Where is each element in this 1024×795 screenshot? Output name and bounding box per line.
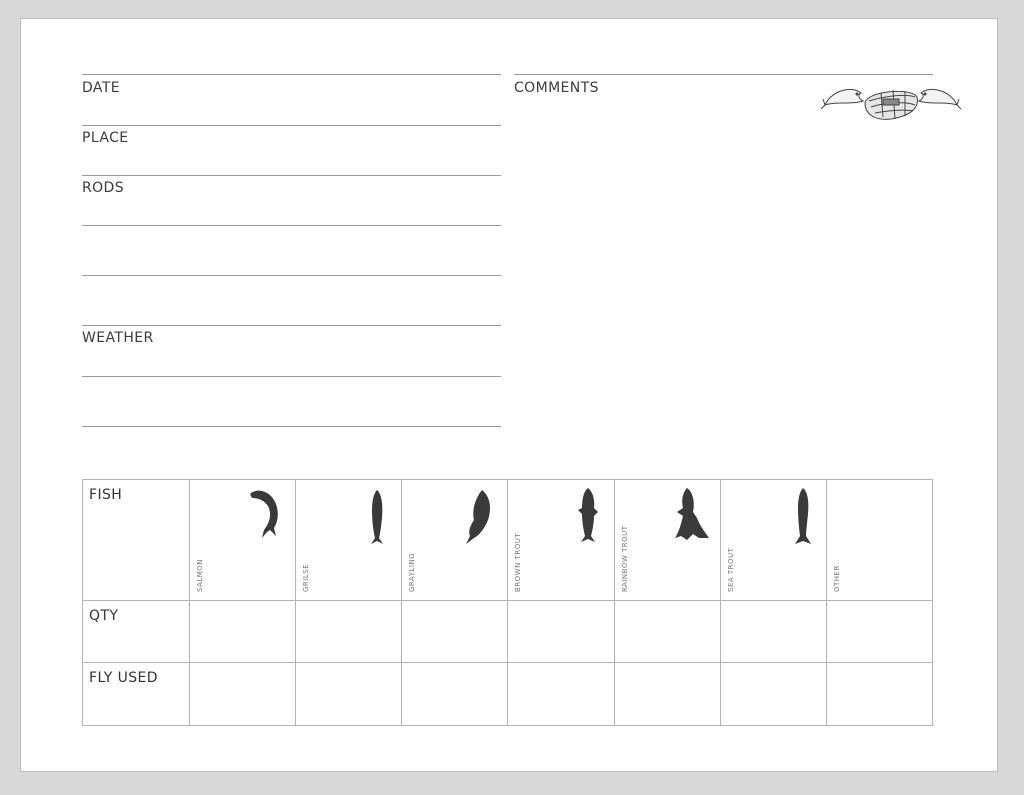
sea-trout-icon bbox=[793, 488, 813, 546]
qty-cell-grilse[interactable] bbox=[296, 601, 402, 663]
rods-field-line-3[interactable] bbox=[82, 325, 501, 326]
grayling-icon bbox=[464, 490, 494, 546]
grilse-icon bbox=[368, 490, 386, 546]
weather-field-line-1[interactable] bbox=[82, 376, 501, 377]
qty-row-label: QTY bbox=[83, 601, 190, 663]
species-cell-rainbow-trout bbox=[615, 480, 721, 601]
date-top-line bbox=[82, 74, 501, 75]
fly-cell-other[interactable] bbox=[827, 663, 933, 726]
place-field-line[interactable] bbox=[82, 175, 501, 176]
fly-used-row-label: FLY USED bbox=[83, 663, 190, 726]
salmon-icon bbox=[248, 488, 282, 540]
species-cell-salmon bbox=[190, 480, 296, 601]
fly-cell-grilse[interactable] bbox=[296, 663, 402, 726]
species-label-other: OTHER bbox=[833, 565, 841, 592]
fly-cell-rainbow-trout[interactable] bbox=[615, 663, 721, 726]
species-label-brown-trout: BROWN TROUT bbox=[514, 532, 522, 592]
rods-field-line-1[interactable] bbox=[82, 225, 501, 226]
species-cell-grilse bbox=[296, 480, 402, 601]
fish-and-creel-icon bbox=[821, 79, 961, 125]
species-cell-grayling bbox=[402, 480, 508, 601]
fly-used-row bbox=[83, 663, 933, 726]
date-label: DATE bbox=[82, 80, 121, 96]
species-label-sea-trout: SEA TROUT bbox=[727, 547, 735, 592]
weather-field-line-2[interactable] bbox=[82, 426, 501, 427]
qty-cell-sea-trout[interactable] bbox=[721, 601, 827, 663]
comments-top-line bbox=[514, 74, 933, 75]
catch-table bbox=[82, 479, 933, 726]
species-label-rainbow-trout: RAINBOW TROUT bbox=[621, 525, 629, 592]
species-label-salmon: SALMON bbox=[196, 558, 204, 592]
comments-label: COMMENTS bbox=[514, 80, 599, 96]
species-cell-sea-trout bbox=[721, 480, 827, 601]
rainbow-trout-icon bbox=[671, 488, 711, 542]
fishing-log-page bbox=[20, 18, 998, 772]
qty-cell-grayling[interactable] bbox=[402, 601, 508, 663]
qty-cell-salmon[interactable] bbox=[190, 601, 296, 663]
species-cell-other bbox=[827, 480, 933, 601]
species-label-grayling: GRAYLING bbox=[408, 552, 416, 592]
fish-row bbox=[83, 480, 933, 601]
brown-trout-icon bbox=[576, 488, 600, 544]
species-label-grilse: GRILSE bbox=[302, 563, 310, 592]
comments-area[interactable] bbox=[514, 99, 933, 429]
fish-row-label: FISH bbox=[83, 480, 190, 601]
fly-cell-sea-trout[interactable] bbox=[721, 663, 827, 726]
fly-cell-brown-trout[interactable] bbox=[508, 663, 615, 726]
qty-cell-rainbow-trout[interactable] bbox=[615, 601, 721, 663]
rods-field-line-2[interactable] bbox=[82, 275, 501, 276]
qty-cell-other[interactable] bbox=[827, 601, 933, 663]
qty-row bbox=[83, 601, 933, 663]
species-cell-brown-trout bbox=[508, 480, 615, 601]
fly-cell-salmon[interactable] bbox=[190, 663, 296, 726]
qty-cell-brown-trout[interactable] bbox=[508, 601, 615, 663]
fly-cell-grayling[interactable] bbox=[402, 663, 508, 726]
place-label: PLACE bbox=[82, 130, 129, 146]
weather-label: WEATHER bbox=[82, 330, 154, 346]
rods-label: RODS bbox=[82, 180, 125, 196]
date-field-line[interactable] bbox=[82, 125, 501, 126]
